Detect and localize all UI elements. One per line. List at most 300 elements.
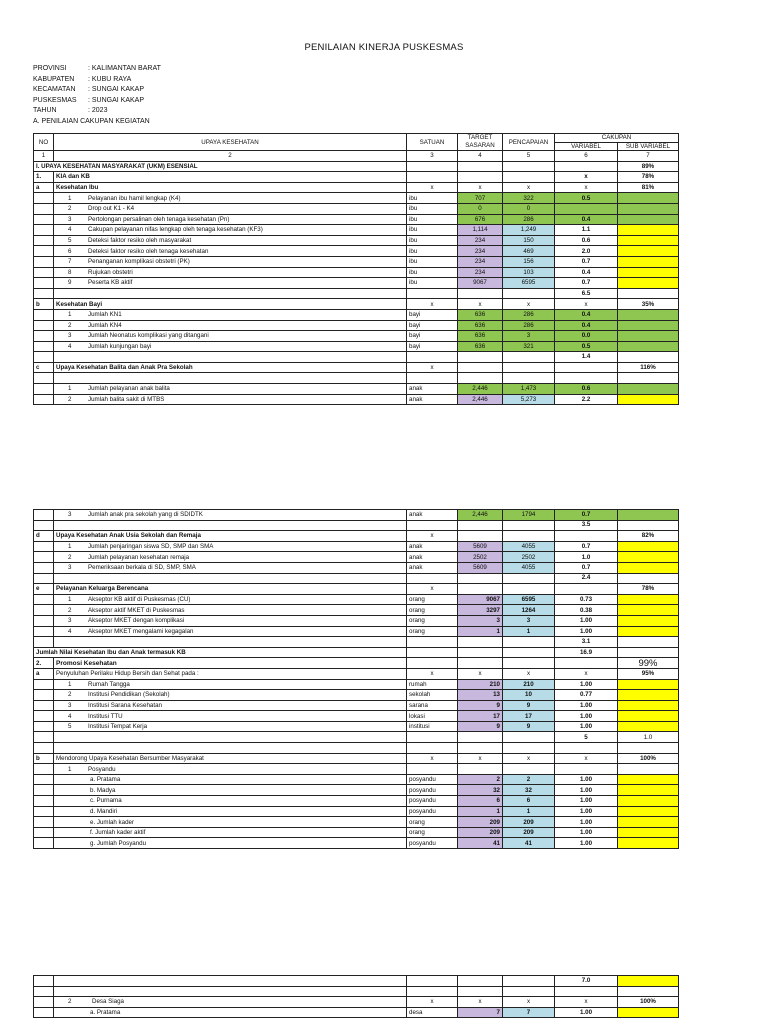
data-row <box>34 214 679 225</box>
cell <box>503 352 555 363</box>
target-value: 707 <box>458 193 503 204</box>
target-value: 2 <box>458 774 503 785</box>
variabel-value: 0.5 <box>555 341 618 352</box>
satuan-value: bayi <box>407 309 458 320</box>
satuan-value: posyandu <box>407 774 458 785</box>
sheet-page-3 <box>0 968 768 1024</box>
cell <box>407 658 458 669</box>
variabel-value: 0.73 <box>555 594 618 605</box>
sub-variabel-value: 81% <box>618 182 679 193</box>
target-value <box>458 531 503 542</box>
cell <box>34 520 54 531</box>
row-label-cell <box>54 341 407 352</box>
sub-variabel-value <box>618 637 679 648</box>
variabel-value: x <box>555 299 618 310</box>
header-sub-variabel: SUB VARIABEL <box>618 142 679 151</box>
info-value: : KUBU RAYA <box>88 75 132 83</box>
col-num: 5 <box>503 151 555 162</box>
row-label: c. Purnama <box>90 797 122 805</box>
info-value: : SUNGAI KAKAP <box>88 96 145 104</box>
sub-variabel-value <box>618 256 679 267</box>
sub-variabel-value <box>618 562 679 573</box>
row-label-cell <box>54 331 407 342</box>
cell <box>54 637 407 648</box>
info-line <box>33 64 161 75</box>
row-label-cell <box>54 827 407 838</box>
variabel-value <box>555 658 618 669</box>
col-num: 4 <box>458 151 503 162</box>
target-value: 234 <box>458 235 503 246</box>
data-row <box>34 615 679 626</box>
cell <box>458 976 503 987</box>
variabel-value: 0.77 <box>555 690 618 701</box>
sheet-page-2 <box>0 500 768 960</box>
cell <box>458 352 503 363</box>
sub-variabel-value <box>618 341 679 352</box>
group-label: Promosi Kesehatan <box>54 658 407 669</box>
sub-variabel-value: 82% <box>618 531 679 542</box>
cell <box>503 637 555 648</box>
subsection-label <box>54 997 407 1008</box>
subsection-row <box>34 668 679 679</box>
cell <box>34 331 54 342</box>
cell <box>34 1007 54 1018</box>
variabel-value <box>555 584 618 595</box>
cell <box>503 573 555 584</box>
row-index: 1 <box>68 311 72 319</box>
data-row <box>34 552 679 563</box>
variabel-total: 2.4 <box>555 573 618 584</box>
satuan-value: ibu <box>407 214 458 225</box>
pencapaian-value: 1 <box>503 806 555 817</box>
variabel-total: 3.1 <box>555 637 618 648</box>
satuan-value: posyandu <box>407 796 458 807</box>
row-label-cell <box>54 394 407 405</box>
satuan-value: orang <box>407 827 458 838</box>
row-label-cell <box>54 267 407 278</box>
target-value: 1 <box>458 626 503 637</box>
subsection-letter: b <box>34 753 54 764</box>
pencapaian-value: 41 <box>503 838 555 849</box>
header-pencapaian: PENCAPAIAN <box>503 134 555 151</box>
sub-variabel-value <box>618 541 679 552</box>
row-index: 2 <box>68 691 72 699</box>
sub-variabel-value <box>618 605 679 616</box>
row-index: 5 <box>68 723 72 731</box>
blank-row <box>34 373 679 384</box>
header-upaya: UPAYA KESEHATAN <box>54 134 407 151</box>
info-key: TAHUN <box>33 107 57 115</box>
target-value: 9067 <box>458 594 503 605</box>
variabel-value: 1.00 <box>555 721 618 732</box>
pencapaian-value: x <box>503 299 555 310</box>
cell <box>618 743 679 754</box>
cell <box>34 679 54 690</box>
variabel-value: 0.0 <box>555 331 618 342</box>
cell <box>34 732 54 743</box>
section-a-label: A. PENILAIAN CAKUPAN KEGIATAN <box>33 117 150 125</box>
target-value: 0 <box>458 203 503 214</box>
target-value: 234 <box>458 256 503 267</box>
cell <box>618 373 679 384</box>
cell <box>503 732 555 743</box>
pencapaian-value: 209 <box>503 817 555 828</box>
header-variabel: VARIABEL <box>555 142 618 151</box>
info-line <box>33 106 161 117</box>
target-value: 5609 <box>458 562 503 573</box>
sub-variabel-value <box>618 246 679 257</box>
cell <box>555 743 618 754</box>
variabel-total: 7.0 <box>555 976 618 987</box>
data-row <box>34 764 679 775</box>
data-row <box>34 541 679 552</box>
header-target: TARGET SASARAN <box>458 134 503 151</box>
cell <box>34 976 54 987</box>
pencapaian-value: 9 <box>503 700 555 711</box>
row-label: a. Pratama <box>90 776 121 784</box>
sub-variabel-value <box>618 278 679 289</box>
row-label: Penanganan komplikasi obstetri (PK) <box>88 258 190 266</box>
cell <box>34 626 54 637</box>
cell <box>34 817 54 828</box>
row-label: Pelayanan ibu hamil lengkap (K4) <box>88 194 181 202</box>
pencapaian-value: 2502 <box>503 552 555 563</box>
cell <box>407 743 458 754</box>
satuan-value <box>407 764 458 775</box>
sub-variabel-value <box>618 267 679 278</box>
cell <box>407 172 458 183</box>
sub-variabel-value <box>618 806 679 817</box>
cell <box>503 373 555 384</box>
header-satuan: SATUAN <box>407 134 458 151</box>
cell <box>503 976 555 987</box>
satuan-value: anak <box>407 394 458 405</box>
row-label: g. Jumlah Posyandu <box>90 839 147 847</box>
info-line <box>33 96 161 107</box>
row-label: Institusi Sarana Kesehatan <box>88 701 162 709</box>
row-label: f. Jumlah kader aktif <box>90 829 146 837</box>
row-index: 6 <box>68 247 72 255</box>
cell <box>34 341 54 352</box>
data-row <box>34 700 679 711</box>
sub-variabel-value <box>618 838 679 849</box>
subtotal-row <box>34 288 679 299</box>
data-row <box>34 193 679 204</box>
cell <box>34 320 54 331</box>
target-value: 6 <box>458 796 503 807</box>
satuan-value: sekolah <box>407 690 458 701</box>
cell <box>54 373 407 384</box>
satuan-value: orang <box>407 817 458 828</box>
pencapaian-value: 3 <box>503 615 555 626</box>
data-row <box>34 711 679 722</box>
pencapaian-value: 1,249 <box>503 225 555 236</box>
variabel-value <box>555 531 618 542</box>
cell <box>407 161 458 172</box>
pencapaian-value <box>503 764 555 775</box>
pencapaian-value: x <box>503 668 555 679</box>
pencapaian-value: 6595 <box>503 594 555 605</box>
header-row <box>34 134 679 143</box>
section-heading: I. UPAYA KESEHATAN MASYARAKAT (UKM) ESENSIAL <box>34 161 407 172</box>
data-row <box>34 267 679 278</box>
cell <box>458 647 503 658</box>
pencapaian-value: 1 <box>503 626 555 637</box>
cell <box>34 721 54 732</box>
cell <box>54 732 407 743</box>
row-label: Rujukan obstetri <box>88 268 133 276</box>
cell <box>34 541 54 552</box>
cell <box>34 562 54 573</box>
subsection-label: Pelayanan Keluarga Berencana <box>54 584 407 595</box>
pencapaian-value: 4055 <box>503 541 555 552</box>
row-index: 2 <box>68 998 72 1006</box>
row-label-cell <box>54 711 407 722</box>
row-label: Jumlah penjaringan siswa SD, SMP dan SMA <box>88 543 214 551</box>
cell <box>503 658 555 669</box>
pencapaian-value: 103 <box>503 267 555 278</box>
cell <box>34 225 54 236</box>
target-value <box>458 584 503 595</box>
cell <box>458 288 503 299</box>
target-value: 13 <box>458 690 503 701</box>
satuan-value: ibu <box>407 225 458 236</box>
cell <box>555 161 618 172</box>
target-value: 636 <box>458 320 503 331</box>
data-row <box>34 510 679 521</box>
target-value: 41 <box>458 838 503 849</box>
satuan-value: x <box>407 997 458 1008</box>
sub-variabel-value <box>618 520 679 531</box>
variabel-value: 0.7 <box>555 278 618 289</box>
variabel-value: x <box>555 753 618 764</box>
pencapaian-value: 209 <box>503 827 555 838</box>
data-row <box>34 679 679 690</box>
row-label-cell <box>54 552 407 563</box>
subsection-row <box>34 753 679 764</box>
header-cakupan: CAKUPAN <box>555 134 679 143</box>
data-row <box>34 562 679 573</box>
info-value: : SUNGAI KAKAP <box>88 86 145 94</box>
row-label-cell <box>54 626 407 637</box>
sub-variabel-value <box>618 1007 679 1018</box>
sub-variabel-value: 100% <box>618 997 679 1008</box>
cell <box>34 256 54 267</box>
data-row <box>34 796 679 807</box>
pencapaian-value: 9 <box>503 721 555 732</box>
grand-total-label: Jumlah Nilai Kesehatan Ibu dan Anak termasuk KB <box>34 647 407 658</box>
cell <box>34 573 54 584</box>
cell <box>34 838 54 849</box>
target-value: 210 <box>458 679 503 690</box>
sub-variabel-value <box>618 394 679 405</box>
data-row <box>34 774 679 785</box>
target-value: 9067 <box>458 278 503 289</box>
row-index: 4 <box>68 627 72 635</box>
satuan-value: ibu <box>407 267 458 278</box>
assessment-table-continued-2 <box>33 975 679 1018</box>
row-label-cell <box>54 309 407 320</box>
subtotal-row <box>34 352 679 363</box>
sub-variabel-value: 95% <box>618 668 679 679</box>
subsection-row <box>34 299 679 310</box>
subsection-letter: c <box>34 362 54 373</box>
cell <box>34 288 54 299</box>
subsection-letter: e <box>34 584 54 595</box>
satuan-value: anak <box>407 562 458 573</box>
satuan-value: anak <box>407 541 458 552</box>
row-label: Drop out K1 - K4 <box>88 205 135 213</box>
satuan-value: x <box>407 753 458 764</box>
pencapaian-value: 469 <box>503 246 555 257</box>
variabel-total: 16.9 <box>555 647 618 658</box>
sub-variabel-value: 99% <box>618 658 679 669</box>
row-label: Deteksi faktor resiko oleh masyarakat <box>88 237 192 245</box>
satuan-value: anak <box>407 510 458 521</box>
sub-variabel-value <box>618 690 679 701</box>
cell <box>458 573 503 584</box>
satuan-value: desa <box>407 1007 458 1018</box>
cell <box>34 986 54 997</box>
target-value: 234 <box>458 246 503 257</box>
cell <box>555 373 618 384</box>
cell <box>458 373 503 384</box>
cell <box>34 552 54 563</box>
row-label: Akseptor aktif MKET di Puskesmas <box>88 606 185 614</box>
data-row <box>34 806 679 817</box>
subsection-label: Upaya Kesehatan Balita dan Anak Pra Sekolah <box>54 362 407 373</box>
target-value: 636 <box>458 341 503 352</box>
pencapaian-value: 150 <box>503 235 555 246</box>
row-label-cell <box>54 384 407 395</box>
subtotal-row <box>34 573 679 584</box>
cell <box>503 986 555 997</box>
cell <box>407 637 458 648</box>
pencapaian-value: 322 <box>503 193 555 204</box>
row-label-cell <box>54 817 407 828</box>
col-num: 1 <box>34 151 54 162</box>
row-index: 5 <box>68 237 72 245</box>
row-label-cell <box>54 320 407 331</box>
row-label: Pertolongan persalinan oleh tenaga kesehatan (Pn) <box>88 215 230 223</box>
pencapaian-value <box>503 362 555 373</box>
data-row <box>34 309 679 320</box>
cell <box>34 605 54 616</box>
row-label: Jumlah pelayanan kesehatan remaja <box>88 553 190 561</box>
variabel-total: 6.5 <box>555 288 618 299</box>
cell <box>34 615 54 626</box>
pencapaian-value: 10 <box>503 690 555 701</box>
row-index: 2 <box>68 553 72 561</box>
sub-variabel-value: 35% <box>618 299 679 310</box>
satuan-value: x <box>407 182 458 193</box>
row-label: Jumlah kunjungan bayi <box>88 342 152 350</box>
sub-variabel-value <box>618 626 679 637</box>
variabel-total: 5 <box>555 732 618 743</box>
pencapaian-value: x <box>503 182 555 193</box>
row-label-cell <box>54 278 407 289</box>
cell <box>34 796 54 807</box>
cell <box>34 743 54 754</box>
info-block <box>33 64 161 128</box>
subsection-row <box>34 584 679 595</box>
cell <box>503 172 555 183</box>
cell <box>555 986 618 997</box>
cell <box>407 732 458 743</box>
satuan-value: rumah <box>407 679 458 690</box>
info-line <box>33 85 161 96</box>
variabel-value: 1.00 <box>555 1007 618 1018</box>
row-label: a. Pratama <box>90 1009 121 1017</box>
satuan-value: ibu <box>407 246 458 257</box>
pencapaian-value: 3 <box>503 331 555 342</box>
satuan-value: anak <box>407 384 458 395</box>
pencapaian-value: 32 <box>503 785 555 796</box>
variabel-value: 0.4 <box>555 267 618 278</box>
subsection-letter: b <box>34 299 54 310</box>
variabel-value: 0.7 <box>555 256 618 267</box>
cell <box>407 288 458 299</box>
sub-variabel-value <box>618 774 679 785</box>
variabel-total: 3.5 <box>555 520 618 531</box>
target-value: 209 <box>458 817 503 828</box>
data-row <box>34 394 679 405</box>
variabel-value: 1.00 <box>555 796 618 807</box>
pencapaian-value: 6 <box>503 796 555 807</box>
subsection-row <box>34 531 679 542</box>
satuan-value: posyandu <box>407 838 458 849</box>
variabel-value: 0.7 <box>555 541 618 552</box>
target-value: 3 <box>458 615 503 626</box>
cell <box>458 637 503 648</box>
row-label-cell <box>54 764 407 775</box>
row-index: 1 <box>68 543 72 551</box>
target-value: 32 <box>458 785 503 796</box>
row-index: 8 <box>68 268 72 276</box>
cell <box>458 172 503 183</box>
row-index: 3 <box>68 332 72 340</box>
subsection-row <box>34 362 679 373</box>
variabel-value: 0.6 <box>555 235 618 246</box>
pencapaian-value: 0 <box>503 203 555 214</box>
cell <box>34 785 54 796</box>
satuan-value: bayi <box>407 341 458 352</box>
cell <box>618 647 679 658</box>
variabel-value: 1.00 <box>555 806 618 817</box>
row-label-cell <box>54 679 407 690</box>
info-value: : KALIMANTAN BARAT <box>88 65 161 72</box>
row-label: Institusi Pendidikan (Sekolah) <box>88 691 170 699</box>
pencapaian-value: 6595 <box>503 278 555 289</box>
satuan-value: anak <box>407 552 458 563</box>
data-row <box>34 827 679 838</box>
cell <box>34 700 54 711</box>
target-value: 2502 <box>458 552 503 563</box>
sub-variabel-value: 100% <box>618 753 679 764</box>
variabel-value: 1.00 <box>555 615 618 626</box>
variabel-value: 1.00 <box>555 711 618 722</box>
variabel-value: 2.2 <box>555 394 618 405</box>
satuan-value: x <box>407 299 458 310</box>
row-index: 1 <box>68 194 72 202</box>
data-row <box>34 235 679 246</box>
cell <box>34 690 54 701</box>
info-key: KABUPATEN <box>33 75 75 83</box>
row-label: Jumlah KN4 <box>88 321 122 329</box>
row-label-cell <box>54 806 407 817</box>
row-index: 3 <box>68 617 72 625</box>
satuan-value: ibu <box>407 256 458 267</box>
